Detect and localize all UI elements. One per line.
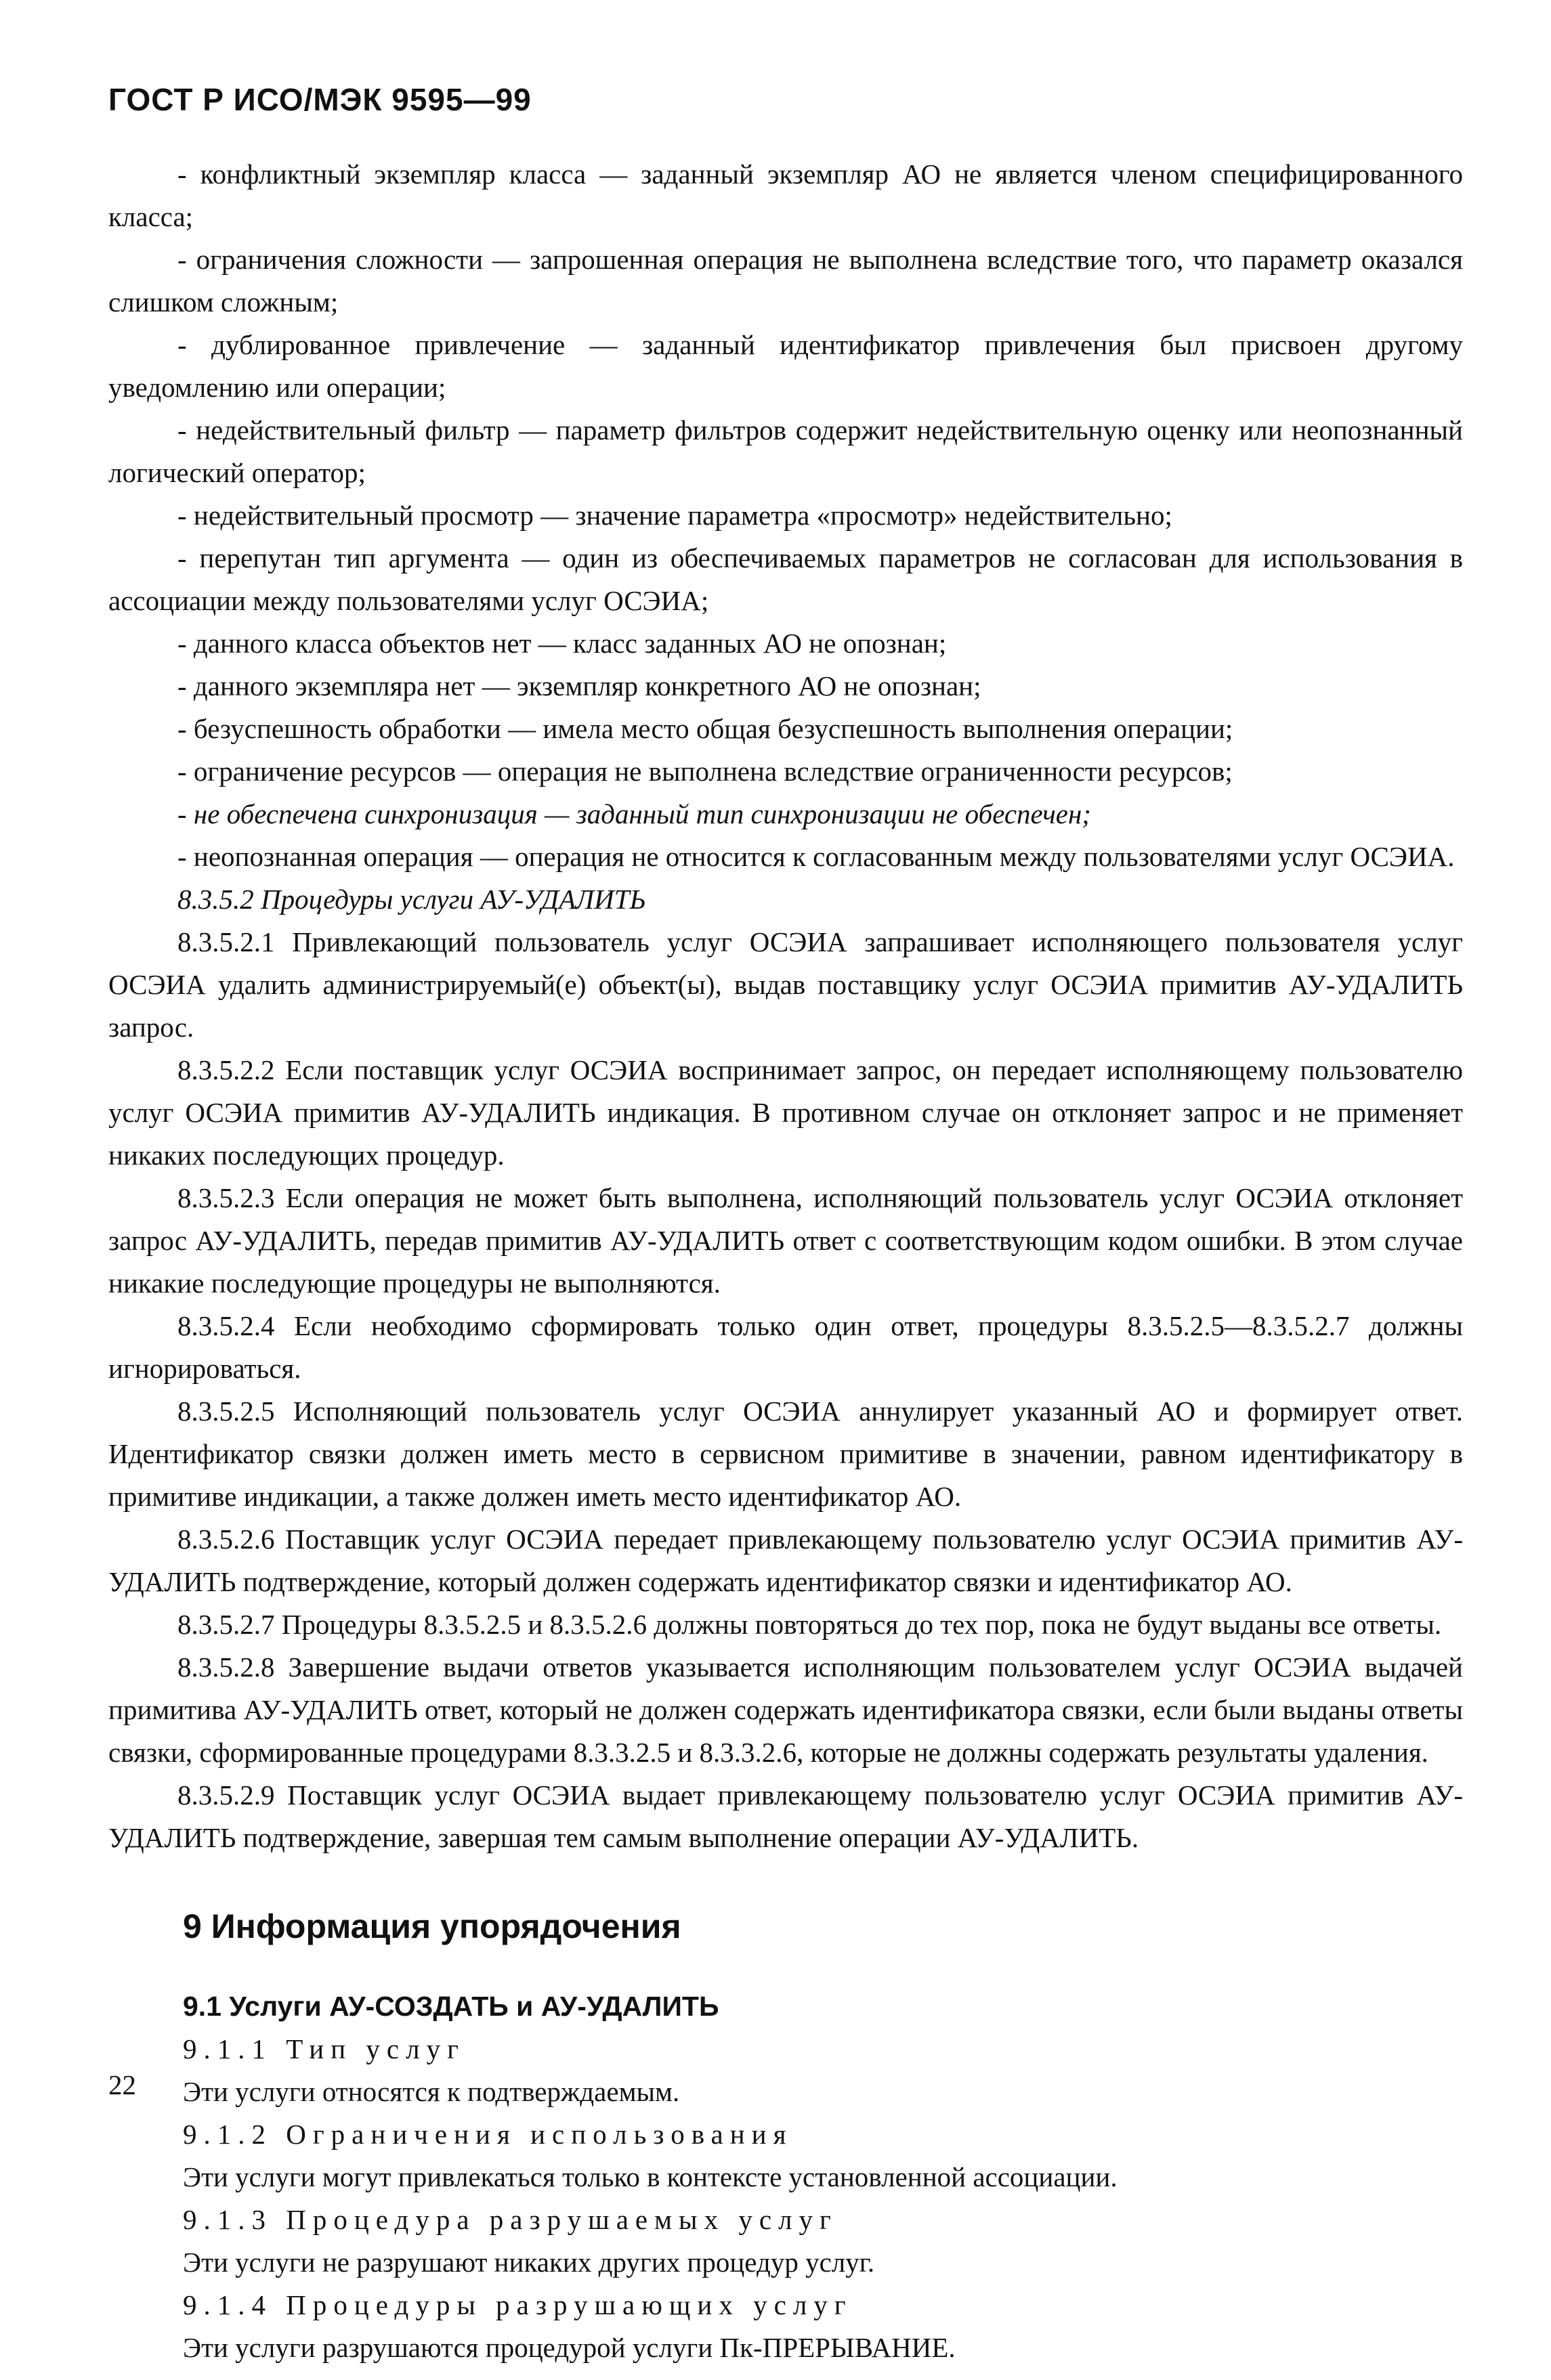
error-item: - не обеспечена синхронизация — заданный тип синхронизации не обеспечен;: [177, 798, 1091, 829]
procedure-paragraph: 8.3.5.2.3 Если операция не может быть выполнена, исполняющий пользователь услуг ОСЭИА отклоняет запрос АУ-УДАЛИТЬ, передав примитив АУ-УДАЛИТЬ ответ с соответствующим кодом ошибки. В этом случае никакие последующие процедуры не выполняются.: [108, 1182, 1463, 1299]
section-9-body: [183, 1985, 1463, 2369]
procedure-paragraph: 8.3.5.2.2 Если поставщик услуг ОСЭИА воспринимает запрос, он передает исполняющему пользователю услуг ОСЭИА примитив АУ-УДАЛИТЬ индикация. В противном случае он отклоняет запрос и не применяет никаких последующих процедур.: [108, 1054, 1463, 1171]
section-heading-8352: 8.3.5.2 Процедуры услуги АУ-УДАЛИТЬ: [177, 884, 646, 915]
document-page: [108, 81, 1463, 2369]
procedure-paragraph: 8.3.5.2.4 Если необходимо сформировать только один ответ, процедуры 8.3.5.2.5—8.3.5.2.7 должны игнорироваться.: [108, 1310, 1463, 1384]
error-item: - данного экземпляра нет — экземпляр конкретного АО не опознан;: [177, 670, 981, 701]
procedure-paragraph: 8.3.5.2.7 Процедуры 8.3.5.2.5 и 8.3.5.2.6 должны повторяться до тех пор, пока не будут выданы все ответы.: [177, 1609, 1442, 1640]
procedure-paragraph: 8.3.5.2.9 Поставщик услуг ОСЭИА выдает привлекающему пользователю услуг ОСЭИА примитив АУ-УДАЛИТЬ подтверждение, завершая тем самым выполнение операции АУ-УДАЛИТЬ.: [108, 1779, 1463, 1853]
procedure-paragraph: 8.3.5.2.6 Поставщик услуг ОСЭИА передает привлекающему пользователю услуг ОСЭИА примитив АУ-УДАЛИТЬ подтверждение, который должен содержать идентификатор связки и идентификатор АО.: [108, 1523, 1463, 1597]
error-item: - ограничение ресурсов — операция не выполнена вследствие ограниченности ресурсов;: [177, 756, 1233, 787]
error-item: - дублированное привлечение — заданный идентификатор привлечения был присвоен другому уведомлению или операции;: [108, 329, 1463, 403]
item-heading: 9.1.1 Тип услуг: [183, 2033, 465, 2064]
item-heading: 9.1.3 Процедура разрушаемых услуг: [183, 2204, 838, 2235]
document-body: [108, 153, 1463, 1859]
error-item: - безуспешность обработки — имела место общая безуспешность выполнения операции;: [177, 713, 1233, 744]
item-heading: 9.1.2 Ограничения использования: [183, 2119, 793, 2150]
item-text: Эти услуги относятся к подтверждаемым.: [183, 2076, 680, 2107]
procedure-paragraph: 8.3.5.2.5 Исполняющий пользователь услуг ОСЭИА аннулирует указанный АО и формирует ответ. Идентификатор связки должен иметь место в сервисном примитиве в значении, равном идентификатору в примитиве индикации, а также должен иметь место идентификатор АО.: [108, 1395, 1463, 1512]
page-number: 22: [108, 2069, 136, 2100]
procedure-paragraph: 8.3.5.2.8 Завершение выдачи ответов указывается исполняющим пользователем услуг ОСЭИА выдачей примитива АУ-УДАЛИТЬ ответ, который не должен содержать идентификатора связки, если были выданы ответы связки, сформированные процедурами 8.3.3.2.5 и 8.3.3.2.6, которые не должны содержать результаты удаления.: [108, 1651, 1463, 1768]
error-item: - ограничения сложности — запрошенная операция не выполнена вследствие того, что параметр оказался слишком сложным;: [108, 244, 1463, 318]
error-item: - перепутан тип аргумента — один из обеспечиваемых параметров не согласован для использования в ассоциации между пользователями услуг ОСЭИА;: [108, 542, 1463, 616]
document-header: ГОСТ Р ИСО/МЭК 9595—99: [108, 82, 532, 117]
error-item: - неопознанная операция — операция не относится к согласованным между пользователями услуг ОСЭИА.: [177, 841, 1455, 872]
error-item: - недействительный просмотр — значение параметра «просмотр» недействительно;: [177, 500, 1172, 531]
item-text: Эти услуги не разрушают никаких других процедур услуг.: [183, 2247, 875, 2278]
item-text: Эти услуги могут привлекаться только в контексте установленной ассоциации.: [183, 2161, 1118, 2192]
error-item: - данного класса объектов нет — класс заданных АО не опознан;: [177, 628, 947, 659]
section-heading-9: 9 Информация упорядочения: [183, 1907, 681, 1945]
subsection-heading-91: 9.1 Услуги АУ-СОЗДАТЬ и АУ-УДАЛИТЬ: [183, 1991, 719, 2022]
error-item: - конфликтный экземпляр класса — заданный экземпляр АО не является членом специфицированного класса;: [108, 158, 1463, 232]
procedure-paragraph: 8.3.5.2.1 Привлекающий пользователь услуг ОСЭИА запрашивает исполняющего пользователя услуг ОСЭИА удалить администрируемый(е) объект(ы), выдав поставщику услуг ОСЭИА примитив АУ-УДАЛИТЬ запрос.: [108, 926, 1463, 1043]
item-text: Эти услуги разрушаются процедурой услуги Пк-ПРЕРЫВАНИЕ.: [183, 2332, 956, 2363]
error-item: - недействительный фильтр — параметр фильтров содержит недействительную оценку или неопознанный логический оператор;: [108, 414, 1463, 488]
item-heading: 9.1.4 Процедуры разрушающих услуг: [183, 2289, 853, 2320]
